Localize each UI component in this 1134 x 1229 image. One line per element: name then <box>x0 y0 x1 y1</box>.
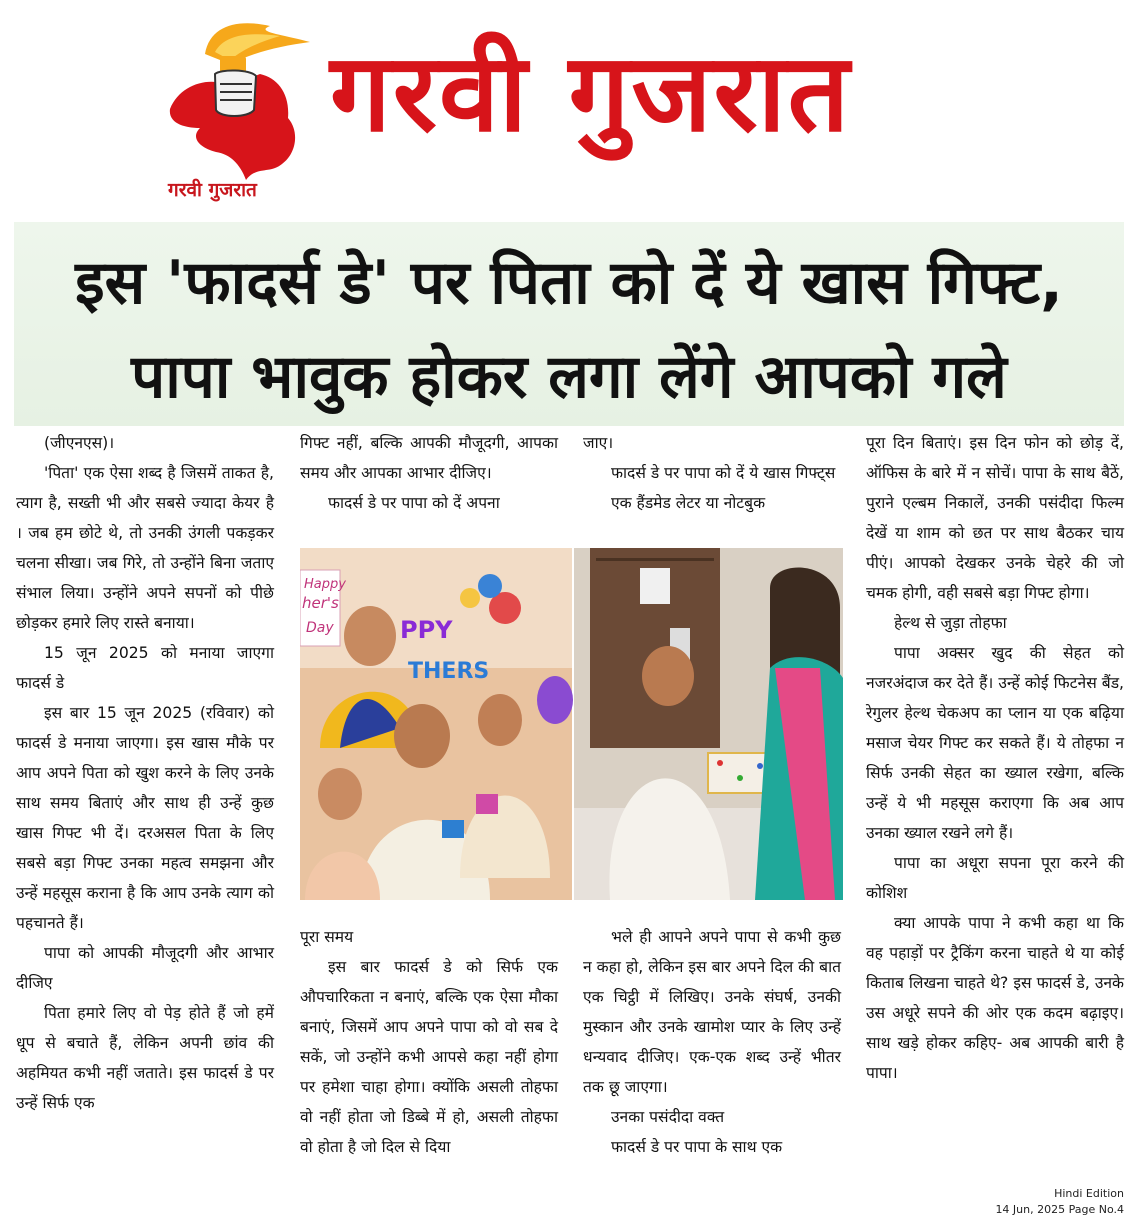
banner-text: THERS <box>408 659 490 684</box>
article-column-2 <box>300 428 558 518</box>
subheading: पापा को आपकी मौजूदगी और आभार दीजिए <box>16 944 274 992</box>
subheading: उनका पसंदीदा वक्त <box>611 1108 725 1126</box>
banner-text: Happy <box>304 577 346 592</box>
banner-text: her's <box>302 594 339 612</box>
paragraph: पिता हमारे लिए वो पेड़ होते हैं जो हमें धूप से बचाते हैं, लेकिन अपनी छांव की अहमियत कभी नहीं जताते। इस फादर्स डे पर उन्हें सिर्फ एक <box>16 1004 274 1112</box>
article-column-4 <box>866 428 1124 1088</box>
headline <box>14 236 1124 424</box>
brand-title: गरवी गुजरात <box>330 31 852 156</box>
subheading: पूरा समय <box>300 928 354 946</box>
paragraph: गिफ्ट नहीं, बल्कि आपकी मौजूदगी, आपका समय और आपका आभार दीजिए। <box>300 434 558 482</box>
edition-label: Hindi Edition <box>1054 1187 1124 1200</box>
article-column-2-bottom <box>300 922 558 1162</box>
banner-text: PPY <box>400 616 453 644</box>
paragraph: पापा अक्सर खुद की सेहत को नजरअंदाज कर देते हैं। उन्हें कोई फिटनेस बैंड, रेगुलर हेल्थ चेकअप का प्लान या एक बढ़िया मसाज चेयर गिफ्ट कर सकते हैं। ये तोहफा न सिर्फ उनकी सेहत का ख्याल रखेगा, बल्कि उन्हें ये भी महसूस कराएगा कि अब आप उनका ख्याल रखने लगे हैं। <box>866 644 1124 842</box>
subheading: पापा का अधूरा सपना पूरा करने की कोशिश <box>866 854 1124 902</box>
article-photo <box>300 548 843 900</box>
headline-line-1: इस 'फादर्स डे' पर पिता को दें ये खास गिफ्ट, <box>75 248 1063 318</box>
subheading: फादर्स डे पर पापा को दें अपना <box>328 494 500 512</box>
article-column-1 <box>16 428 274 1118</box>
family-photo-illustration <box>300 548 843 900</box>
headline-line-2: पापा भावुक होकर लगा लेंगे आपको गले <box>131 342 1007 412</box>
subheading: 15 जून 2025 को मनाया जाएगा फादर्स डे <box>16 644 274 692</box>
paragraph: 'पिता' एक ऐसा शब्द है जिसमें ताकत है, त्याग है, सख्ती भी और सबसे ज्यादा केयर है । जब हम छोटे थे, तो उनकी उंगली पकड़कर चलना सीखा। जब गिरे, तो उन्होंने बिना जताए संभाल लिया। उन्होंने अपने सपनों को पीछे छोड़कर हमारे लिए रास्ते बनाया। <box>16 464 274 632</box>
article-column-3 <box>583 428 841 518</box>
paragraph: इस बार फादर्स डे को सिर्फ एक औपचारिकता न बनाएं, बल्कि एक ऐसा मौका बनाएं, जिसमें आप अपने पापा को वो सब दे सकें, जो उन्होंने कभी आपसे कहा नहीं होगा पर हमेशा चाहा होगा। क्योंकि असली तोहफा वो नहीं होता जो डिब्बे में हो, असली तोहफा वो होता है जो दिल से दिया <box>300 958 558 1156</box>
headline-band <box>14 222 1124 426</box>
subheading: एक हैंडमेड लेटर या नोटबुक <box>611 494 766 512</box>
logo-caption: गरवी गुजरात <box>168 179 257 201</box>
paragraph: फादर्स डे पर पापा के साथ एक <box>611 1138 783 1156</box>
paragraph: क्या आपके पापा ने कभी कहा था कि वह पहाड़ों पर ट्रैकिंग करना चाहते थे या कोई किताब लिखना चाहते थे? इस फादर्स डे, उनके उस अधूरे सपने की ओर एक कदम बढ़ाइए। साथ खड़े होकर कहिए- अब आपकी बारी है पापा। <box>866 914 1124 1082</box>
paragraph: भले ही आपने अपने पापा से कभी कुछ न कहा हो, लेकिन इस बार अपने दिल की बात एक चिट्ठी में लिखिए। उनके संघर्ष, उनकी मुस्कान और उनके खामोश प्यार के लिए उन्हें धन्यवाद दीजिए। एक-एक शब्द उन्हें भीतर तक छू जाएगा। <box>583 928 841 1096</box>
edition-date-page: 14 Jun, 2025 Page No.4 <box>995 1203 1124 1216</box>
edition-info <box>995 1186 1124 1218</box>
paragraph: (जीएनएस)। <box>44 434 115 452</box>
subheading: हेल्थ से जुड़ा तोहफा <box>894 614 1007 632</box>
paragraph: जाए। <box>583 434 614 452</box>
banner-text: Day <box>306 620 334 636</box>
masthead <box>0 0 1134 215</box>
article-column-3-bottom <box>583 922 841 1162</box>
subheading: फादर्स डे पर पापा को दें ये खास गिफ्ट्स <box>611 464 836 482</box>
paragraph: पूरा दिन बिताएं। इस दिन फोन को छोड़ दें, ऑफिस के बारे में न सोचें। पापा के साथ बैठें, पुराने एल्बम निकालें, उनकी पसंदीदा फिल्म देखें या शाम को छत पर साथ बैठकर चाय पीएं। आपको देखकर उनके चेहरे की जो चमक होगी, वही सबसे बड़ा गिफ्ट होगा। <box>866 434 1124 602</box>
paragraph: इस बार 15 जून 2025 (रविवार) को फादर्स डे मनाया जाएगा। इस खास मौके पर आप अपने पिता को खुश करने के लिए उनके साथ समय बिताएं और साथ ही उन्हें कुछ खास गिफ्ट भी दें। दरअसल पिता के लिए सबसे बड़ा गिफ्ट उनका महत्व समझना और उन्हें महसूस कराना है कि आप उनके त्याग को पहचानते हैं। <box>16 704 274 932</box>
